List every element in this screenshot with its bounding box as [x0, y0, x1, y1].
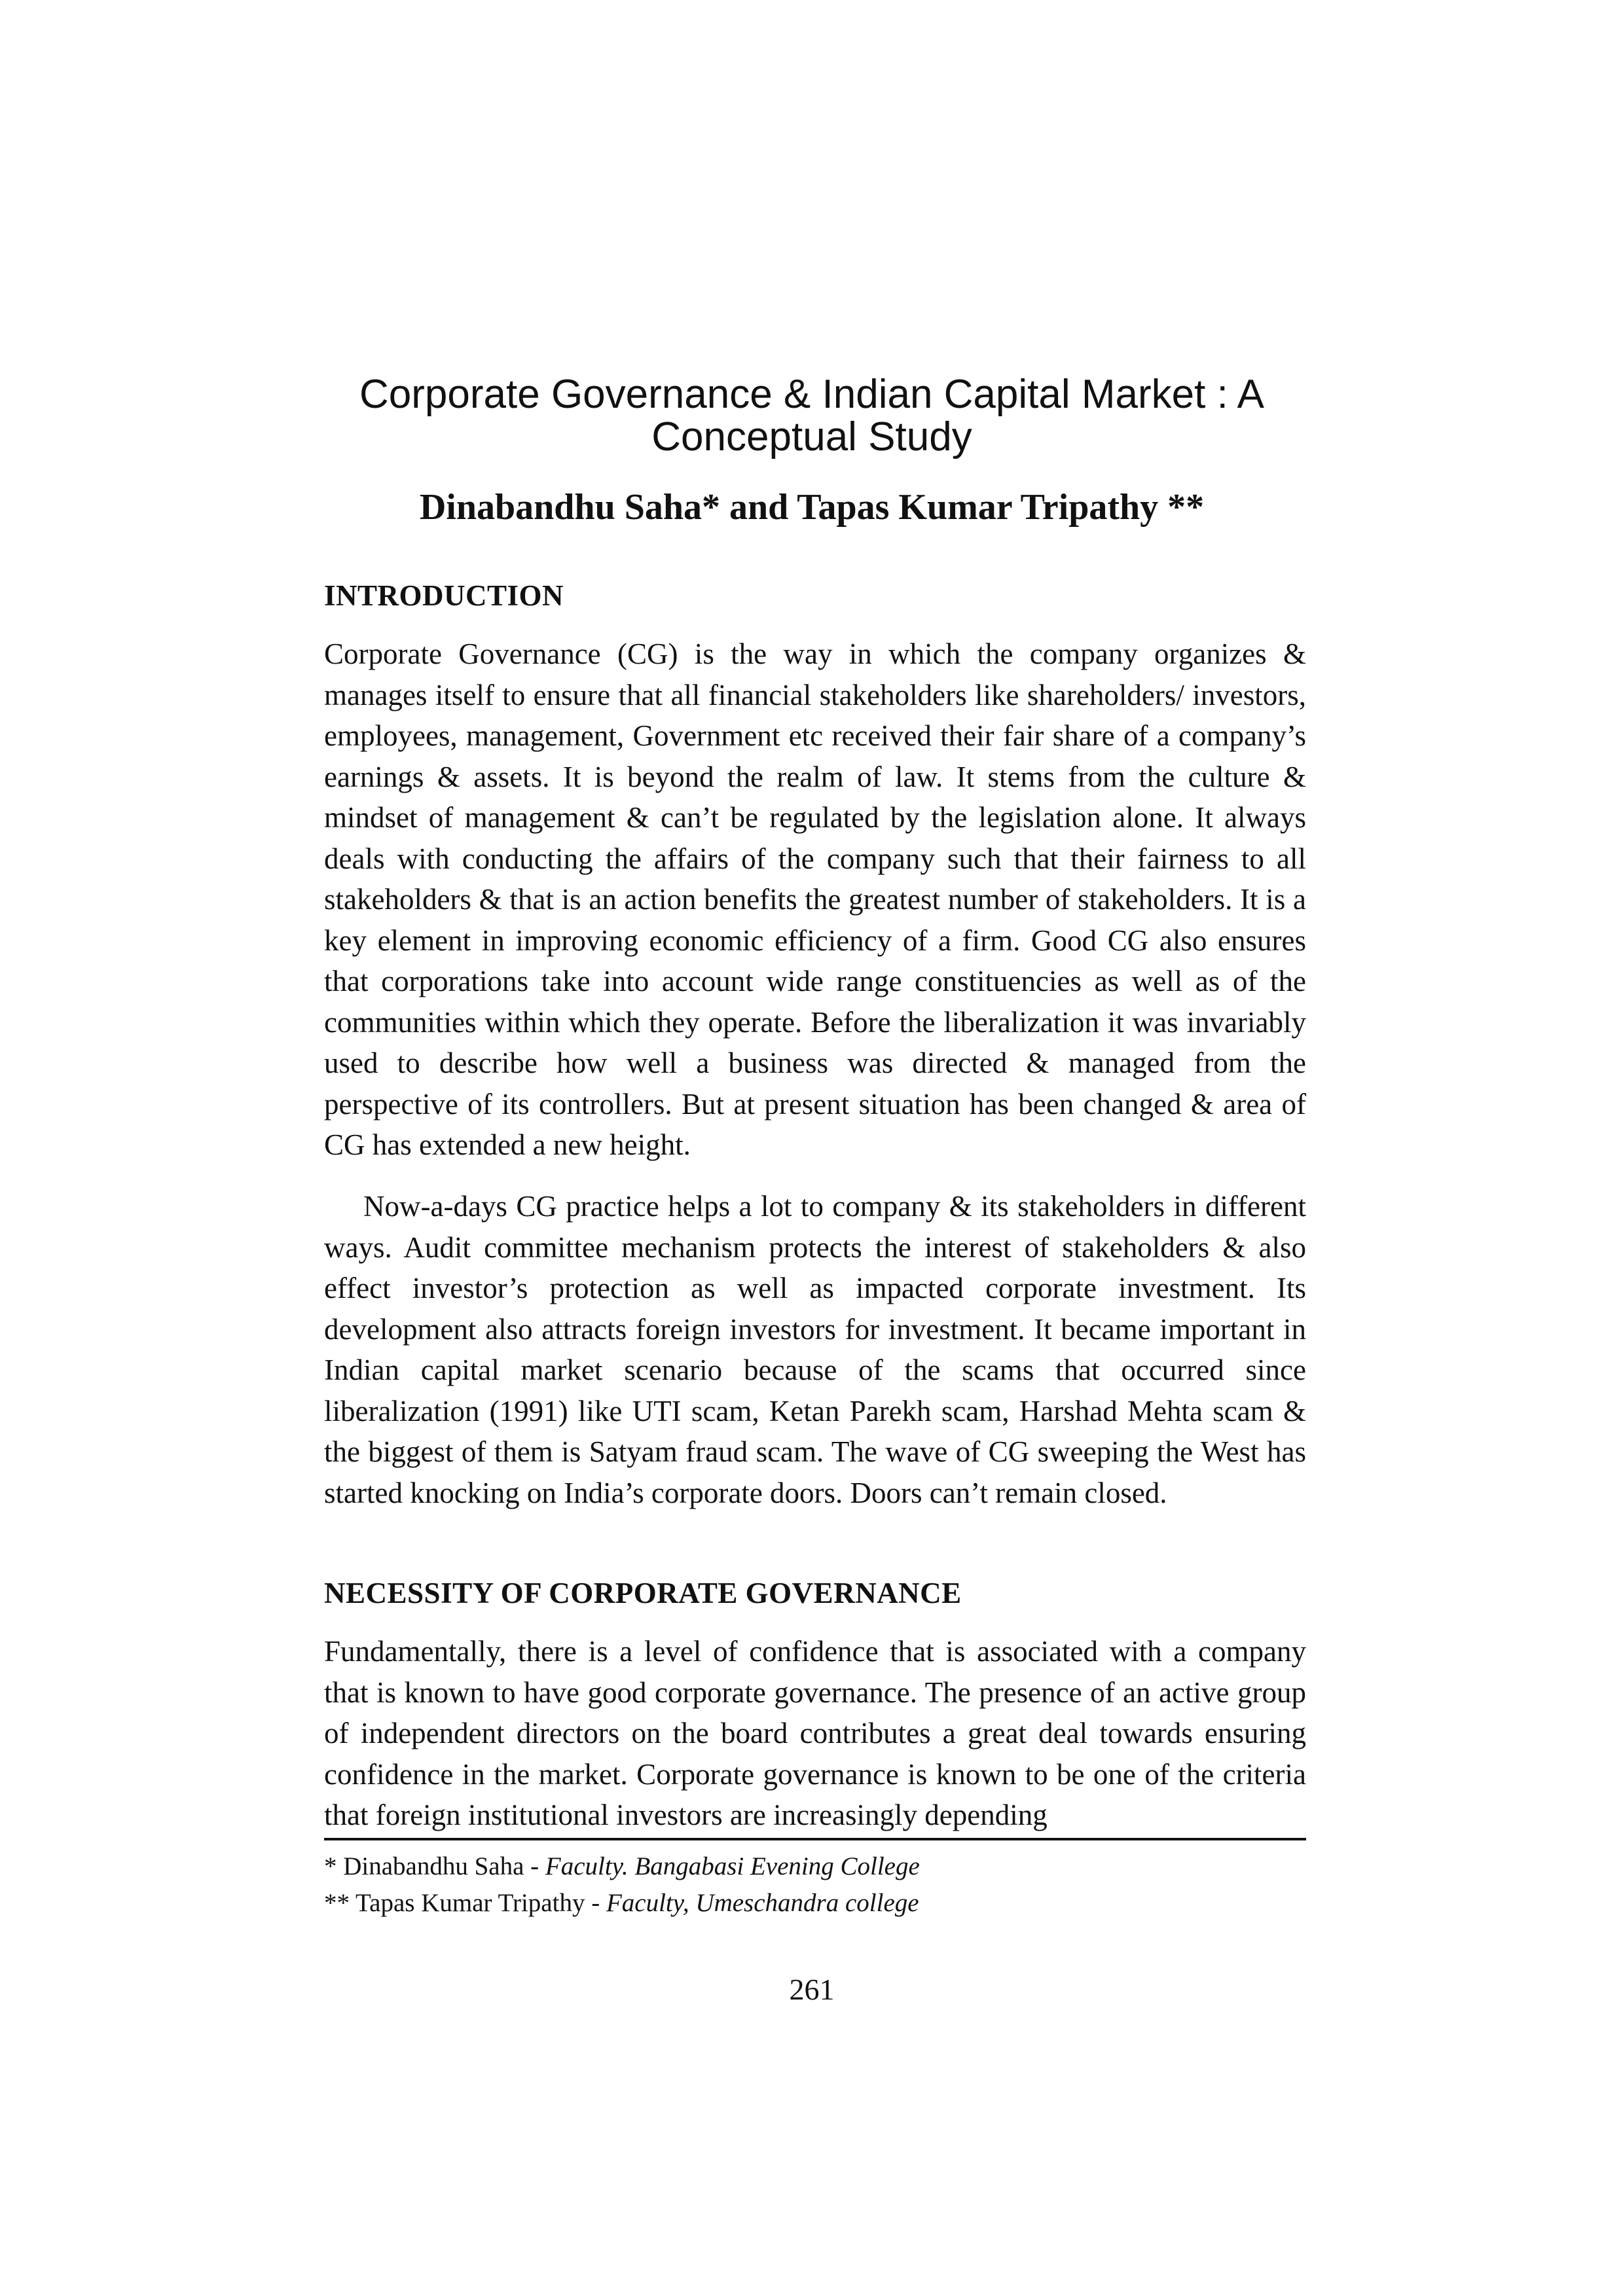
- footnote-author-name: Dinabandhu Saha -: [343, 1852, 539, 1880]
- paper-authors: Dinabandhu Saha* and Tapas Kumar Tripathy **: [419, 487, 1205, 528]
- introduction-paragraph-1: Corporate Governance (CG) is the way in which the company organizes & manages itself to ensure that all financial stakeholders like shareholders/ investors, employees, management, Government etc received their fair share of a company’s earnings & assets. It is beyond the realm of law. It stems from the culture & mindset of management & can’t be regulated by the legislation alone. It always deals with conducting the affairs of the company such that their fairness to all stakeholders & that is an action benefits the greatest number of stakeholders. It is a key element in improving economic efficiency of a firm. Good CG also ensures that corporations take into account wide range constituencies as well as of the communities within which they operate. Before the liberalization it was invariably used to describe how well a business was directed & managed from the perspective of its controllers. But at present situation has been changed & area of CG has extended a new height.: [324, 637, 1306, 1161]
- footnote-marker: *: [324, 1852, 337, 1880]
- footnote-marker: **: [324, 1889, 350, 1917]
- page-number: 261: [789, 1973, 835, 2006]
- footnote-affiliation: Faculty. Bangabasi Evening College: [545, 1852, 920, 1880]
- necessity-paragraph-1: Fundamentally, there is a level of confidence that is associated with a company that is known to have good corporate governance. The presence of an active group of independent directors on the board contributes a great deal towards ensuring confidence in the market. Corporate governance is known to be one of the criteria that foreign institutional investors are increasingly depending: [324, 1635, 1306, 1831]
- footnote-author-name: Tapas Kumar Tripathy -: [356, 1889, 600, 1917]
- section-heading-necessity: NECESSITY OF CORPORATE GOVERNANCE: [324, 1577, 962, 1609]
- footnote-divider: [324, 1838, 1306, 1840]
- paper-title: Corporate Governance & Indian Capital Market : A Conceptual Study: [359, 372, 1264, 459]
- section-heading-introduction: INTRODUCTION: [324, 579, 564, 612]
- footnote-affiliation: Faculty, Umeschandra college: [606, 1889, 919, 1917]
- footnote-2: [324, 1886, 919, 1920]
- introduction-paragraph-2: Now-a-days CG practice helps a lot to company & its stakeholders in different ways. Audit committee mechanism protects the interest of stakeholders & also effect investor’s protection as well as impacted corporate investment. Its development also attracts foreign investors for investment. It became important in Indian capital market scenario because of the scams that occurred since liberalization (1991) like UTI scam, Ketan Parekh scam, Harshad Mehta scam & the biggest of them is Satyam fraud scam. The wave of CG sweeping the West has started knocking on India’s corporate doors. Doors can’t remain closed.: [324, 1190, 1306, 1509]
- footnote-1: [324, 1850, 920, 1884]
